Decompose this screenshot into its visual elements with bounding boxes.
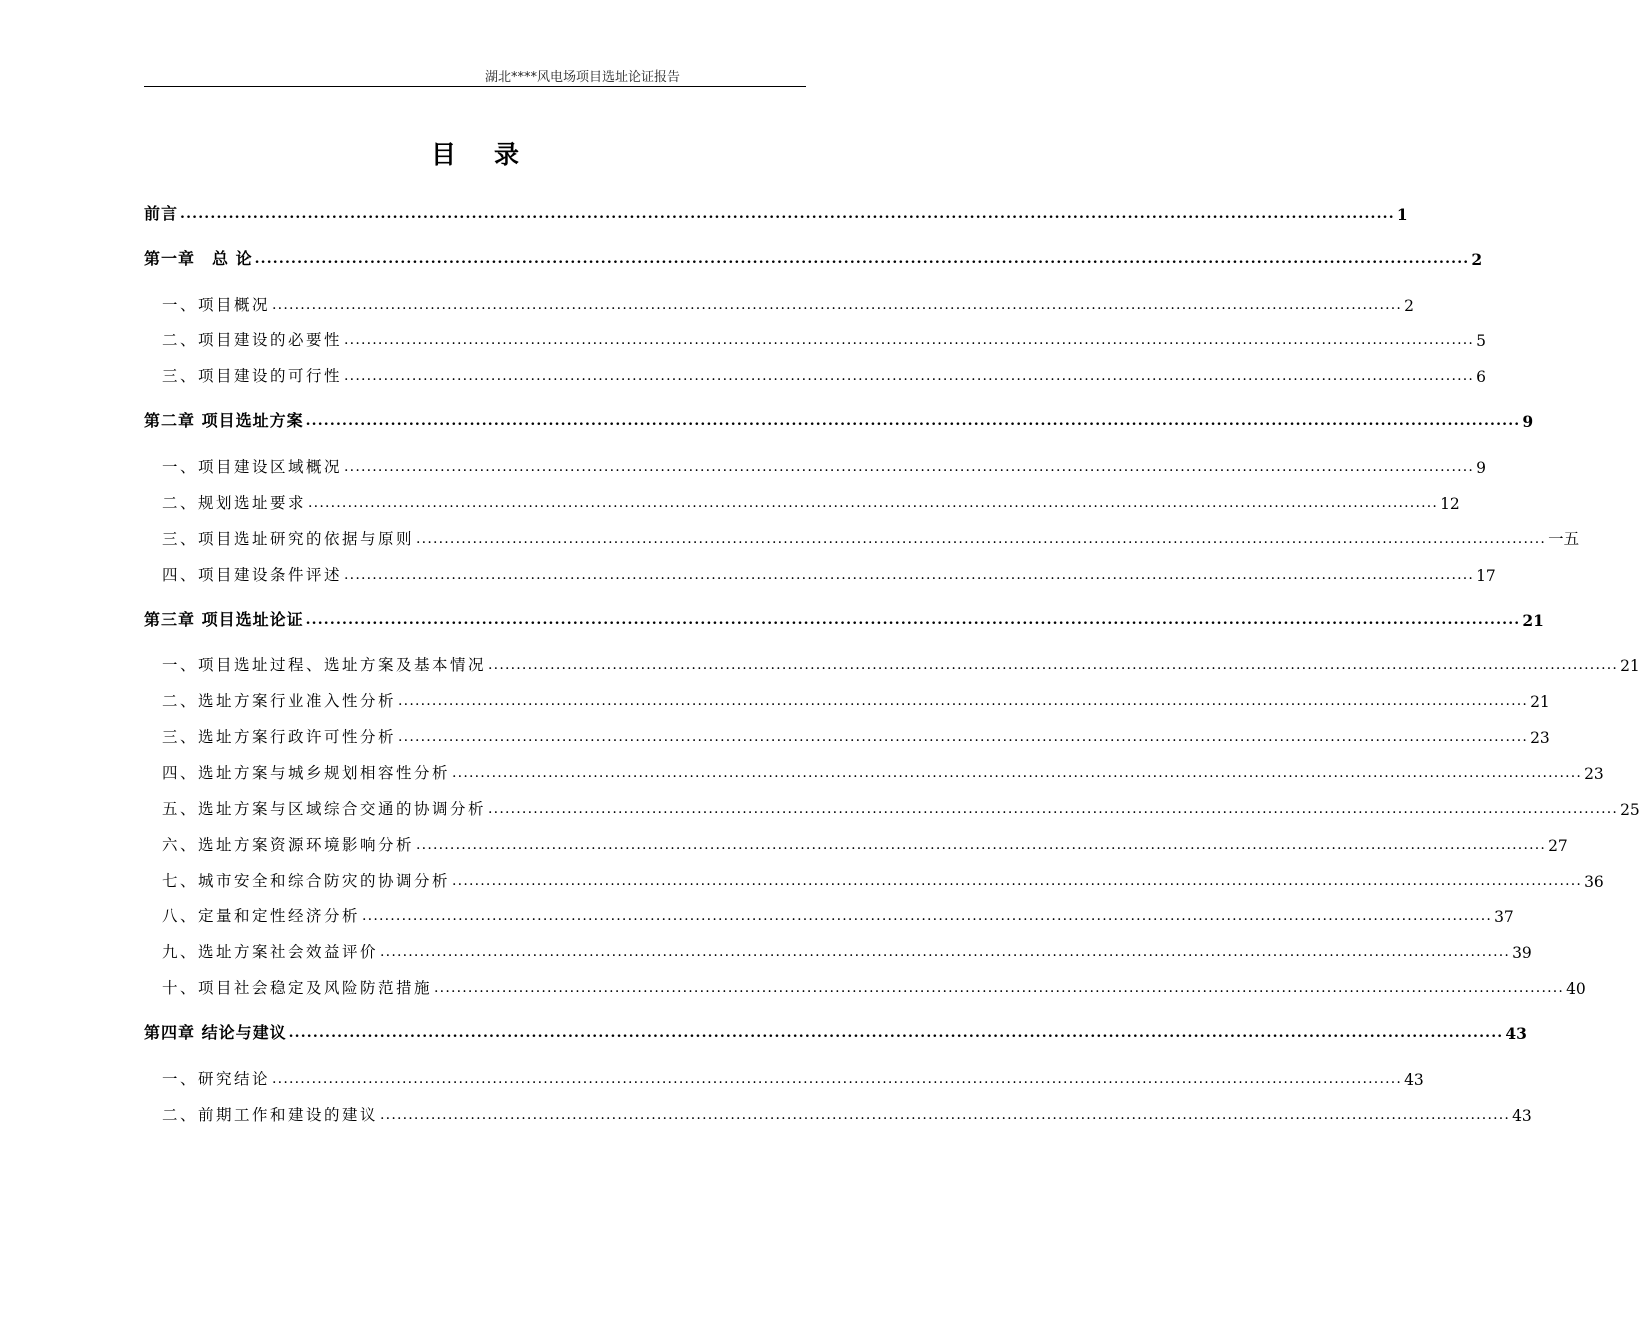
toc-entry-label: 二、选址方案行业准入性分析 <box>162 692 397 710</box>
toc-dot-leader: ........................................................................................................................................................................................................ <box>305 612 1521 628</box>
toc-dot-leader: ........................................................................................................................................................................................................ <box>416 531 1547 547</box>
toc-entry-page: 37 <box>1494 908 1514 926</box>
toc-entry-label: 一、项目建设区域概况 <box>162 458 343 476</box>
toc-entry-page: 39 <box>1512 944 1532 962</box>
toc-entry-page: 21 <box>1620 657 1640 675</box>
toc-section-entry[interactable] <box>162 759 1604 783</box>
toc-entry-page: 一五 <box>1548 530 1580 548</box>
toc-dot-leader: ........................................................................................................................................................................................................ <box>380 944 1511 960</box>
toc-entry-label: 第四章 结论与建议 <box>144 1023 287 1042</box>
toc-dot-leader: ........................................................................................................................................................................................................ <box>452 873 1583 889</box>
toc-chapter-entry[interactable] <box>144 1019 1527 1043</box>
toc-entry-page: 9 <box>1522 412 1534 431</box>
toc-entry-label: 一、项目选址过程、选址方案及基本情况 <box>162 656 487 674</box>
toc-entry-page: 21 <box>1522 611 1544 630</box>
toc-section-entry[interactable] <box>162 867 1604 891</box>
toc-entry-page: 5 <box>1476 332 1486 350</box>
toc-dot-leader: ........................................................................................................................................................................................................ <box>380 1107 1511 1123</box>
toc-entry-page: 43 <box>1404 1071 1424 1089</box>
toc-entry-label: 五、选址方案与区域综合交通的协调分析 <box>162 800 487 818</box>
toc-section-entry[interactable] <box>162 651 1640 675</box>
toc-entry-page: 21 <box>1530 693 1550 711</box>
toc-section-entry[interactable] <box>162 525 1580 549</box>
toc-entry-label: 九、选址方案社会效益评价 <box>162 943 379 961</box>
toc-entry-page: 43 <box>1505 1024 1527 1043</box>
toc-dot-leader: ........................................................................................................................................................................................................ <box>254 251 1470 267</box>
toc-section-entry[interactable] <box>162 1065 1424 1089</box>
toc-entry-page: 2 <box>1404 297 1414 315</box>
toc-section-entry[interactable] <box>162 723 1550 747</box>
toc-chapter-entry[interactable] <box>144 200 1408 224</box>
toc-entry-page: 25 <box>1620 801 1640 819</box>
toc-entry-page: 36 <box>1584 873 1604 891</box>
toc-dot-leader: ........................................................................................................................................................................................................ <box>398 729 1529 745</box>
toc-entry-label: 四、项目建设条件评述 <box>162 566 343 584</box>
toc-entry-label: 二、规划选址要求 <box>162 494 307 512</box>
toc-dot-leader: ........................................................................................................................................................................................................ <box>362 908 1493 924</box>
toc-chapter-entry[interactable] <box>144 606 1544 630</box>
toc-entry-page: 43 <box>1512 1107 1532 1125</box>
toc-entry-label: 二、项目建设的必要性 <box>162 331 343 349</box>
toc-entry-page: 23 <box>1530 729 1550 747</box>
toc-dot-leader: ........................................................................................................................................................................................................ <box>416 837 1547 853</box>
toc-entry-label: 第二章 项目选址方案 <box>144 411 304 430</box>
toc-section-entry[interactable] <box>162 902 1514 926</box>
toc-entry-page: 2 <box>1471 250 1483 269</box>
toc-section-entry[interactable] <box>162 1101 1532 1125</box>
toc-chapter-entry[interactable] <box>144 407 1534 431</box>
toc-entry-page: 12 <box>1440 495 1460 513</box>
toc-dot-leader: ........................................................................................................................................................................................................ <box>288 1025 1504 1041</box>
toc-dot-leader: ........................................................................................................................................................................................................ <box>398 693 1529 709</box>
toc-entry-page: 17 <box>1476 567 1496 585</box>
toc-entry-label: 一、项目概况 <box>162 296 271 314</box>
toc-dot-leader: ........................................................................................................................................................................................................ <box>344 368 1475 384</box>
toc-entry-label: 三、选址方案行政许可性分析 <box>162 728 397 746</box>
toc-section-entry[interactable] <box>162 326 1486 350</box>
toc-entry-page: 40 <box>1566 980 1586 998</box>
toc-section-entry[interactable] <box>162 831 1568 855</box>
toc-section-entry[interactable] <box>162 291 1414 315</box>
toc-dot-leader: ........................................................................................................................................................................................................ <box>180 206 1395 222</box>
toc-entry-page: 23 <box>1584 765 1604 783</box>
toc-dot-leader: ........................................................................................................................................................................................................ <box>344 332 1475 348</box>
toc-entry-label: 六、选址方案资源环境影响分析 <box>162 836 415 854</box>
toc-entry-page: 27 <box>1548 837 1568 855</box>
toc-entry-page: 6 <box>1476 368 1486 386</box>
toc-entry-label: 三、项目建设的可行性 <box>162 367 343 385</box>
toc-entry-label: 第一章 总 论 <box>144 249 253 268</box>
toc-section-entry[interactable] <box>162 795 1640 819</box>
toc-section-entry[interactable] <box>162 687 1550 711</box>
toc-entry-label: 十、项目社会稳定及风险防范措施 <box>162 979 433 997</box>
toc-dot-leader: ........................................................................................................................................................................................................ <box>452 765 1583 781</box>
toc-entry-page: 9 <box>1476 459 1486 477</box>
toc-entry-label: 前言 <box>144 204 179 223</box>
toc-section-entry[interactable] <box>162 362 1486 386</box>
toc-entry-label: 一、研究结论 <box>162 1070 271 1088</box>
header-title: 湖北****风电场项目选址论证报告 <box>484 70 680 85</box>
toc-title: 目录 <box>430 140 557 169</box>
toc-section-entry[interactable] <box>162 489 1460 513</box>
toc-dot-leader: ........................................................................................................................................................................................................ <box>434 980 1565 996</box>
toc-dot-leader: ........................................................................................................................................................................................................ <box>272 1071 1403 1087</box>
toc-dot-leader: ........................................................................................................................................................................................................ <box>344 567 1475 583</box>
toc-section-entry[interactable] <box>162 938 1532 962</box>
toc-dot-leader: ........................................................................................................................................................................................................ <box>488 801 1619 817</box>
toc-entry-page: 1 <box>1396 205 1408 224</box>
toc-entry-label: 七、城市安全和综合防灾的协调分析 <box>162 872 451 890</box>
toc-dot-leader: ........................................................................................................................................................................................................ <box>344 459 1475 475</box>
toc-entry-label: 四、选址方案与城乡规划相容性分析 <box>162 764 451 782</box>
toc-entry-label: 第三章 项目选址论证 <box>144 610 304 629</box>
toc-section-entry[interactable] <box>162 561 1496 585</box>
toc-entry-label: 三、项目选址研究的依据与原则 <box>162 530 415 548</box>
toc-dot-leader: ........................................................................................................................................................................................................ <box>308 495 1439 511</box>
toc-dot-leader: ........................................................................................................................................................................................................ <box>488 657 1619 673</box>
toc-section-entry[interactable] <box>162 974 1586 998</box>
toc-section-entry[interactable] <box>162 453 1486 477</box>
toc-dot-leader: ........................................................................................................................................................................................................ <box>272 297 1403 313</box>
toc-entry-label: 二、前期工作和建设的建议 <box>162 1106 379 1124</box>
toc-chapter-entry[interactable] <box>144 245 1483 269</box>
toc-dot-leader: ........................................................................................................................................................................................................ <box>305 413 1521 429</box>
toc-entry-label: 八、定量和定性经济分析 <box>162 907 361 925</box>
